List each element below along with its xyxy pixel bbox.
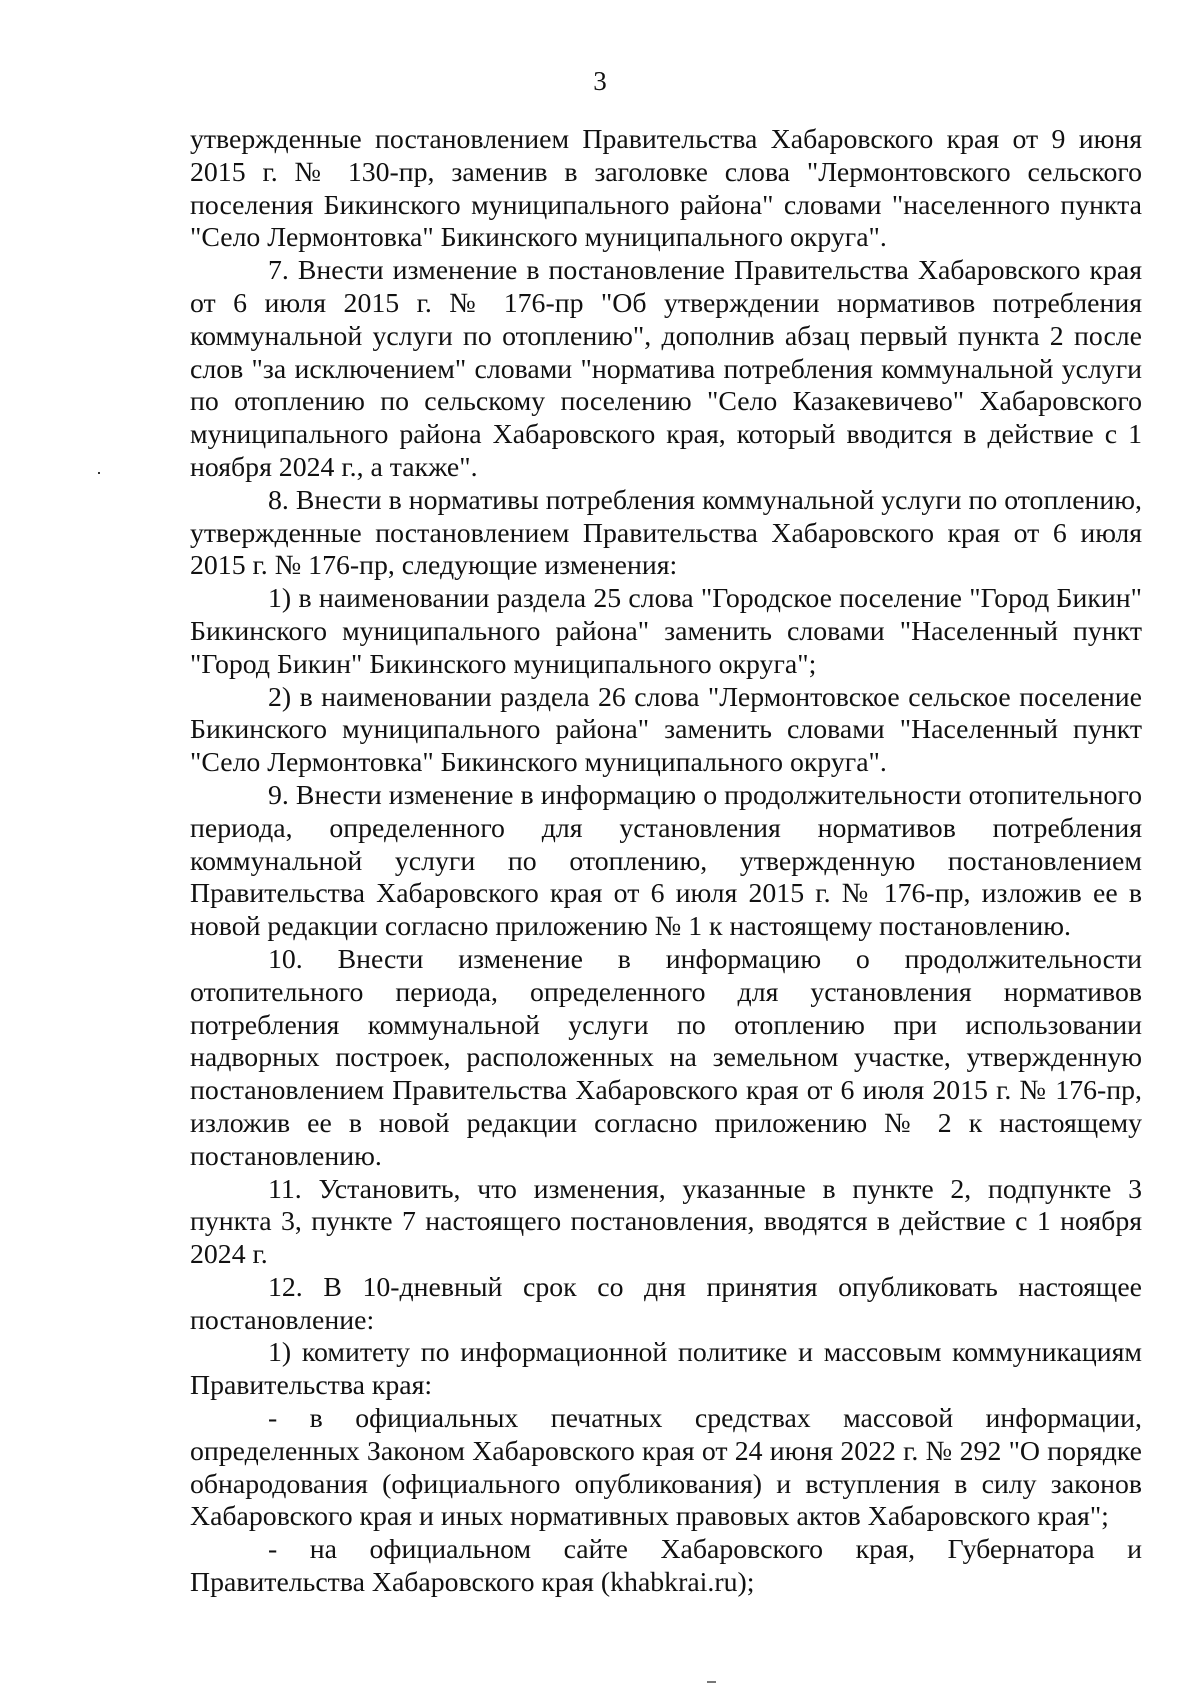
- paragraph-item-8-1: 1) в наименовании раздела 25 слова "Городское поселение "Город Бикин" Бикинского муниципального района" заменить словами "Населенный пункт "Город Бикин" Бикинского муниципального округа";: [190, 583, 1142, 680]
- scan-speck: [98, 472, 100, 474]
- page-number: 3: [593, 66, 607, 96]
- paragraph-continuation: утвержденные постановлением Правительства Хабаровского края от 9 июня 2015 г. № 130-пр, заменив в заголовке слова "Лермонтовского сельского поселения Бикинского муниципального района" словами "населенного пункта "Село Лермонтовка" Бикинского муниципального округа".: [190, 124, 1142, 254]
- paragraph-item-7: 7. Внести изменение в постановление Правительства Хабаровского края от 6 июля 2015 г. № 176-пр "Об утверждении нормативов потребления коммунальной услуги по отоплению", дополнив абзац первый пункта 2 после слов "за исключением" словами "норматива потребления коммунальной услуги по отоплению по сельскому поселению "Село Казакевичево" Хабаровского муниципального района Хабаровского края, который вводится в действие с 1 ноября 2024 г., а также".: [190, 255, 1142, 483]
- paragraph-item-12-1-print: - в официальных печатных средствах массовой информации, определенных Законом Хабаровского края от 24 июня 2022 г. № 292 "О порядке обнародования (официального опубликования) и вступления в силу законов Хабаровского края и иных нормативных правовых актов Хабаровского края";: [190, 1403, 1142, 1533]
- scan-dash: [707, 1681, 716, 1683]
- document-body: [190, 124, 1142, 1600]
- paragraph-item-12-1-website: - на официальном сайте Хабаровского края, Губернатора и Правительства Хабаровского края (khabkrai.ru);: [190, 1534, 1142, 1599]
- paragraph-item-8: 8. Внести в нормативы потребления коммунальной услуги по отоплению, утвержденные постановлением Правительства Хабаровского края от 6 июля 2015 г. № 176-пр, следующие изменения:: [190, 484, 1142, 582]
- paragraph-item-11: 11. Установить, что изменения, указанные в пункте 2, подпункте 3 пункта 3, пункте 7 настоящего постановления, вводятся в действие с 1 ноября 2024 г.: [190, 1173, 1142, 1271]
- paragraph-item-10: 10. Внести изменение в информацию о продолжительности отопительного периода, определенного для установления нормативов потребления коммунальной услуги по отоплению при использовании надворных построек, расположенных на земельном участке, утвержденную постановлением Правительства Хабаровского края от 6 июля 2015 г. № 176-пр, изложив ее в новой редакции согласно приложению № 2 к настоящему постановлению.: [190, 943, 1142, 1172]
- paragraph-item-12: 12. В 10-дневный срок со дня принятия опубликовать настоящее постановление:: [190, 1271, 1142, 1336]
- paragraph-item-8-2: 2) в наименовании раздела 26 слова "Лермонтовское сельское поселение Бикинского муниципального района" заменить словами "Населенный пункт "Село Лермонтовка" Бикинского муниципального округа".: [190, 681, 1142, 779]
- paragraph-item-12-1: 1) комитету по информационной политике и массовым коммуникациям Правительства края:: [190, 1337, 1142, 1402]
- paragraph-item-9: 9. Внести изменение в информацию о продолжительности отопительного периода, определенного для установления нормативов потребления коммунальной услуги по отоплению, утвержденную постановлением Правительства Хабаровского края от 6 июля 2015 г. № 176-пр, изложив ее в новой редакции согласно приложению № 1 к настоящему постановлению.: [190, 779, 1142, 943]
